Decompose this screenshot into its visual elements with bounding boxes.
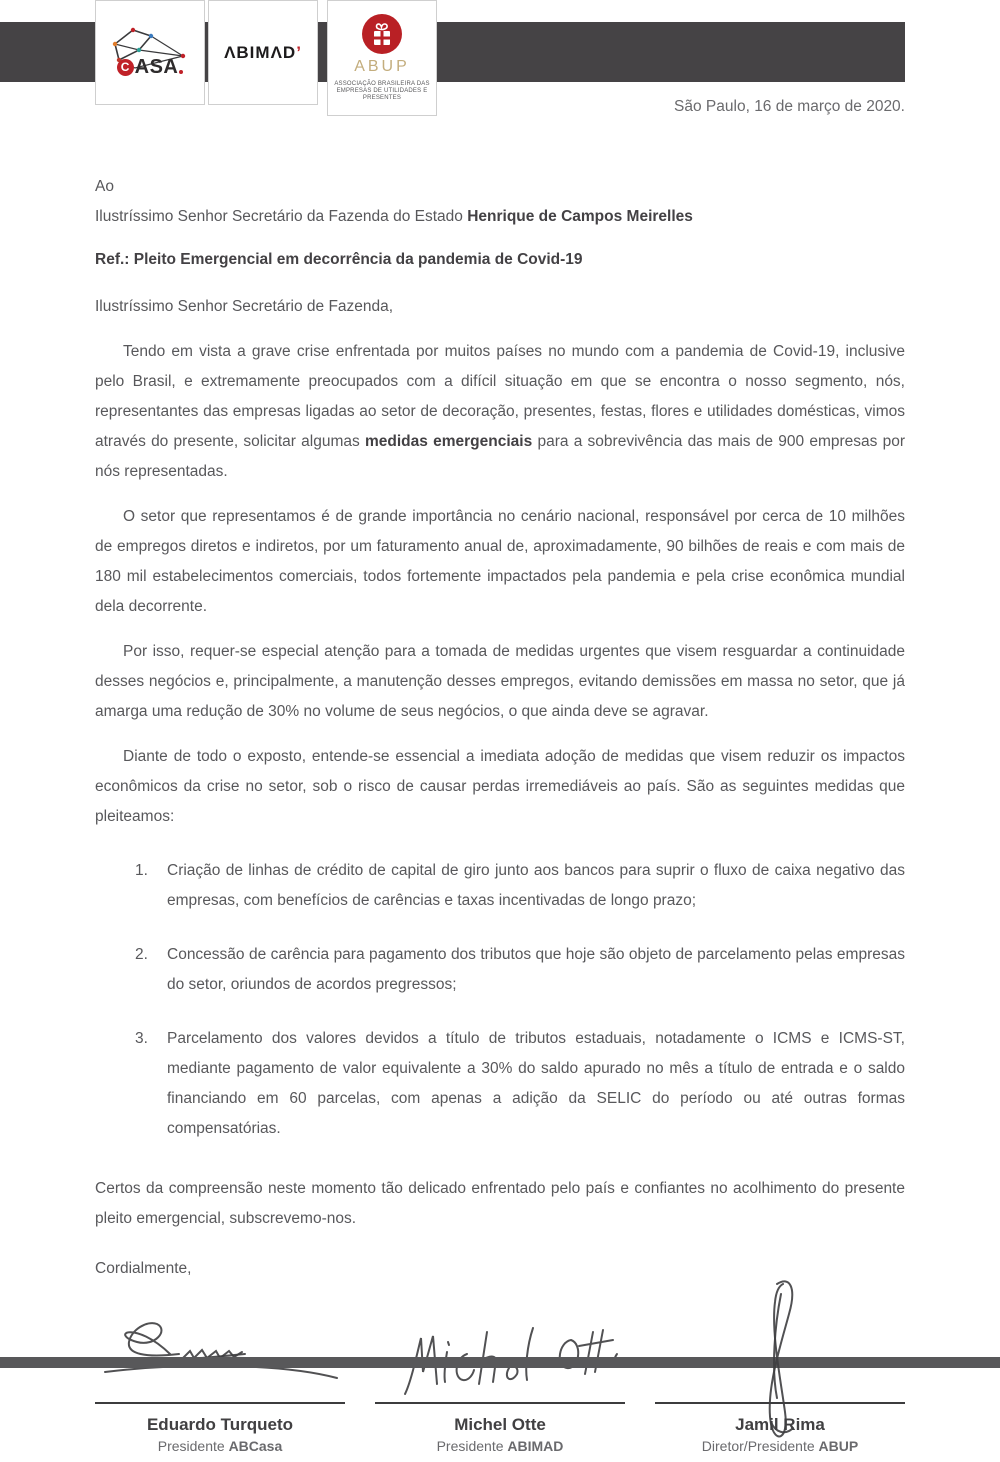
signoff-line: Cordialmente,: [95, 1260, 192, 1277]
greeting-line: Ilustríssimo Senhor Secretário de Fazenda,: [95, 298, 394, 315]
signature-abup: [655, 1302, 905, 1456]
signer-name: Eduardo Turqueto: [146, 1415, 294, 1434]
list-item-2: 2. Concessão de carência para pagamento dos tributos que hoje são objeto de parcelamento pelas empresas do setor, oriundos de acordos pregressos;: [95, 940, 905, 1000]
list-item-1: 1. Criação de linhas de crédito de capital de giro junto aos bancos para suprir o fluxo de caixa negativo das empresas, com benefícios de carências e taxas incentivadas de longo prazo;: [95, 856, 905, 916]
casa-wordmark: C ASA: [117, 56, 184, 79]
casa-c-badge: C: [117, 59, 134, 76]
paragraph-2: O setor que representamos é de grande importância no cenário nacional, responsável por cerca de 10 milhões de empregos diretos e indiretos, por um faturamento anual de, aproximadamente, 90 bilhões de reais e com mais de 180 mil estabelecimentos comerciais, todos fortemente impactados pela pandemia e pela crise econômica mundial dela decorrente.: [95, 508, 905, 615]
signer-title: Presidente ABIMAD: [436, 1438, 564, 1454]
signature-line: [375, 1402, 625, 1404]
signature-line: [95, 1402, 345, 1404]
abup-subtitle: ASSOCIAÇÃO BRASILEIRA DAS EMPRESAS DE UTILIDADES E PRESENTES: [334, 81, 430, 101]
list-number: 1.: [135, 862, 148, 879]
signer-title: Diretor/Presidente ABUP: [701, 1438, 859, 1454]
letter-body: [95, 0, 905, 1456]
addressee-line: Ilustríssimo Senhor Secretário da Fazenda do Estado Henrique de Campos Meirelles: [95, 208, 693, 225]
paragraph-4: Diante de todo o exposto, entende-se essencial a imediata adoção de medidas que visem reduzir os impactos econômicos da crise no setor, sob o risco de causar perdas irremediáveis ao país. São as seguintes medidas que pleiteamos:: [95, 748, 905, 825]
emphasis-medidas-emergenciais: medidas emergenciais: [365, 433, 533, 450]
list-item-3: 3. Parcelamento dos valores devidos a título de tributos estaduais, notadamente o ICMS e ICMS-ST, mediante pagamento de valor equivalente a 30% do saldo apurado no mês a título de entrada e o saldo financiando em 60 parcelas, com apenas a adição da SELIC do período ou até outras formas compensatórias.: [95, 1024, 905, 1144]
paragraph-3: Por isso, requer-se especial atenção para a tomada de medidas urgentes que visem resguardar a continuidade desses negócios e, principalmente, a manutenção desses empregos, evitando demissões em massa no setor, que já amarga uma redução de 30% no volume de seus negócios, o que ainda deve se agravar.: [95, 643, 905, 720]
jamil-signature-icon: [655, 1272, 905, 1462]
signature-stroke-area: [375, 1302, 625, 1402]
addressee-name: Henrique de Campos Meirelles: [467, 208, 693, 225]
closing-paragraph: Certos da compreensão neste momento tão delicado enfrentado pelo país e confiantes no acolhimento do presente pleito emergencial, subscrevemo-nos.: [95, 1180, 905, 1227]
signer-title: Presidente ABCasa: [157, 1438, 283, 1454]
abimad-wordmark: ΛBIMΛD’: [224, 42, 302, 62]
signature-abcasa: [95, 1302, 345, 1456]
date-line: São Paulo, 16 de março de 2020.: [674, 98, 905, 115]
addressee-block: [95, 172, 905, 232]
signer-name: Michel Otte: [454, 1415, 546, 1434]
eduardo-signature-icon: [95, 1302, 345, 1402]
abup-wordmark: ABUP: [354, 58, 410, 75]
signature-abimad: [375, 1302, 625, 1456]
signature-stroke-area: [655, 1302, 905, 1402]
list-number: 2.: [135, 946, 148, 963]
paragraph-1: Tendo em vista a grave crise enfrentada por muitos países no mundo com a pandemia de Covid-19, inclusive pelo Brasil, e extremamente preocupados com a difícil situação em que se encontra o nosso segmento, nós, representantes das empresas ligadas ao setor de decoração, presentes, festas, flores e utilidades domésticas, vimos através do presente, solicitar algumas medidas emergenciais para a sobrevivência das mais de 900 empresas por nós representadas.: [95, 343, 906, 480]
demands-list: [95, 856, 905, 1144]
signer-name: Jamil Rima: [735, 1415, 825, 1434]
michel-otte-signature-icon: [375, 1302, 625, 1402]
reference-line: Ref.: Pleito Emergencial em decorrência da pandemia de Covid-19: [95, 251, 583, 268]
list-number: 3.: [135, 1030, 148, 1047]
abimad-apostrophe: ’: [296, 42, 302, 62]
signature-row: [95, 1302, 905, 1456]
to-prefix: Ao: [95, 178, 114, 195]
signature-stroke-area: [95, 1302, 345, 1402]
